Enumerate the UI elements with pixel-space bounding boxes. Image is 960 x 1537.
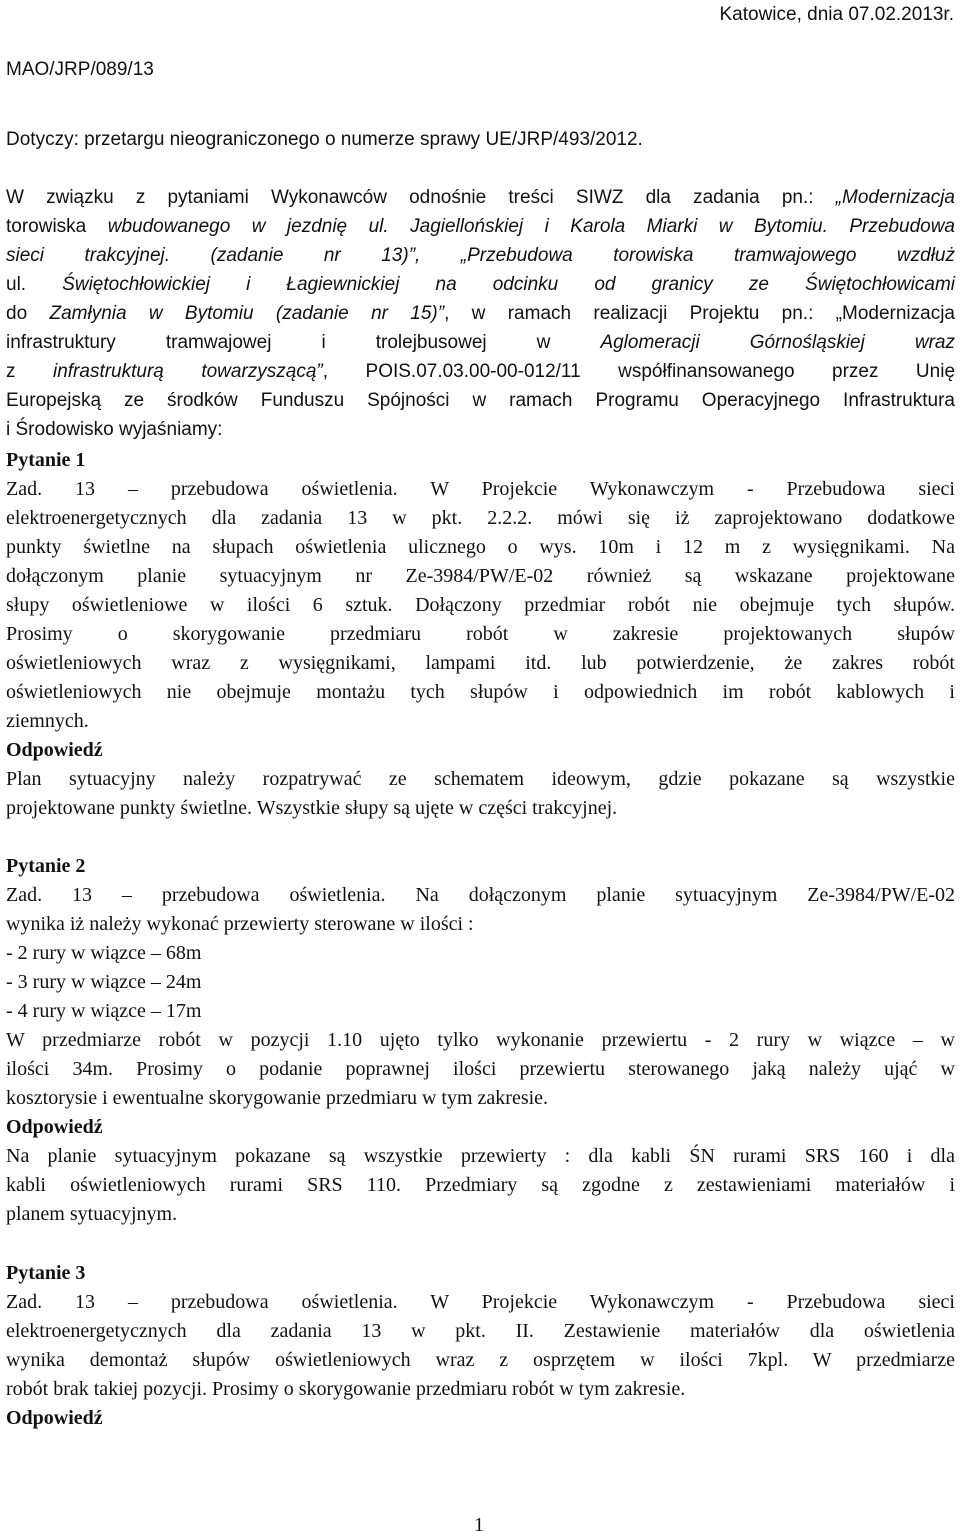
- question-heading: Pytanie 2: [6, 855, 86, 877]
- question-line: elektroenergetycznych dla zadania 13 w pkt. 2.2.2. mówi się iż zaprojektowano dodatkowe: [6, 507, 955, 529]
- answer-line: kabli oświetleniowych rurami SRS 110. Przedmiary są zgodne z zestawieniami materiałów i: [6, 1174, 955, 1196]
- intro-line: i Środowisko wyjaśniamy:: [6, 419, 223, 440]
- answer-heading: Odpowiedź: [6, 1407, 103, 1429]
- intro-line: torowiska wbudowanego w jezdnię ul. Jagiellońskiej i Karola Miarki w Bytomiu. Przebudowa: [6, 216, 955, 237]
- question-line: wynika iż należy wykonać przewierty sterowane w ilości :: [6, 913, 474, 935]
- question-line: elektroenergetycznych dla zadania 13 w pkt. II. Zestawienie materiałów dla oświetlenia: [6, 1320, 955, 1342]
- intro-line: infrastruktury tramwajowej i trolejbusowej w Aglomeracji Górnośląskiej wraz: [6, 332, 955, 353]
- question-line: kosztorysie i ewentualne skorygowanie przedmiaru w tym zakresie.: [6, 1087, 549, 1109]
- question-line: Prosimy o skorygowanie przedmiaru robót w zakresie projektowanych słupów: [6, 623, 955, 645]
- subject-line: Dotyczy: przetargu nieograniczonego o numerze sprawy UE/JRP/493/2012.: [6, 129, 643, 150]
- answer-heading: Odpowiedź: [6, 1116, 103, 1138]
- reference-number: MAO/JRP/089/13: [6, 59, 154, 80]
- intro-line: sieci trakcyjnej. (zadanie nr 13)”, „Przebudowa torowiska tramwajowego wzdłuż: [6, 245, 955, 266]
- intro-line: z infrastrukturą towarzyszącą”, POIS.07.03.00-00-012/11 współfinansowanego przez Unię: [6, 361, 956, 382]
- question-line: wynika demontaż słupów oświetleniowych wraz z osprzętem w ilości 7kpl. W przedmiarze: [6, 1349, 955, 1371]
- question-heading: Pytanie 1: [6, 449, 86, 471]
- question-line: oświetleniowych wraz z wysięgnikami, lampami itd. lub potwierdzenie, że zakres robót: [6, 652, 955, 674]
- question-line: Zad. 13 – przebudowa oświetlenia. W Projekcie Wykonawczym - Przebudowa sieci: [6, 478, 955, 500]
- intro-line: ul. Świętochłowickiej i Łagiewnickiej na odcinku od granicy ze Świętochłowicami: [6, 274, 955, 295]
- intro-line: Europejską ze środków Funduszu Spójności w ramach Programu Operacyjnego Infrastruktura: [6, 390, 955, 411]
- answer-line: Plan sytuacyjny należy rozpatrywać ze schematem ideowym, gdzie pokazane są wszystkie: [6, 768, 955, 790]
- question-line: - 3 rury w wiązce – 24m: [6, 971, 202, 993]
- question-heading: Pytanie 3: [6, 1262, 86, 1284]
- answer-line: Na planie sytuacyjnym pokazane są wszystkie przewierty : dla kabli ŚN rurami SRS 160 i dla: [6, 1145, 955, 1167]
- answer-line: projektowane punkty świetlne. Wszystkie słupy są ujęte w części trakcyjnej.: [6, 797, 618, 819]
- page-number: 1: [474, 1514, 484, 1536]
- question-line: dołączonym planie sytuacyjnym nr Ze-3984/PW/E-02 również są wskazane projektowane: [6, 565, 955, 587]
- document-date: Katowice, dnia 07.02.2013r.: [719, 4, 954, 25]
- question-line: - 2 rury w wiązce – 68m: [6, 942, 202, 964]
- question-line: ilości 34m. Prosimy o podanie poprawnej ilości przewiertu sterowanego jaką należy ująć w: [6, 1058, 955, 1080]
- question-line: robót brak takiej pozycji. Prosimy o skorygowanie przedmiaru robót w tym zakresie.: [6, 1378, 686, 1400]
- question-line: słupy oświetleniowe w ilości 6 sztuk. Dołączony przedmiar robót nie obejmuje tych słupów.: [6, 594, 955, 616]
- intro-line: do Zamłynia w Bytomiu (zadanie nr 15)”, w ramach realizacji Projektu pn.: „Modernizacja: [6, 303, 955, 324]
- question-line: W przedmiarze robót w pozycji 1.10 ujęto tylko wykonanie przewiertu - 2 rury w wiązce – w: [6, 1029, 955, 1051]
- intro-line: W związku z pytaniami Wykonawców odnośnie treści SIWZ dla zadania pn.: „Modernizacja: [6, 187, 955, 208]
- question-line: ziemnych.: [6, 710, 89, 732]
- answer-heading: Odpowiedź: [6, 739, 103, 761]
- question-line: - 4 rury w wiązce – 17m: [6, 1000, 202, 1022]
- question-line: punkty świetlne na słupach oświetlenia ulicznego o wys. 10m i 12 m z wysięgnikami. Na: [6, 536, 955, 558]
- answer-line: planem sytuacyjnym.: [6, 1203, 178, 1225]
- question-line: Zad. 13 – przebudowa oświetlenia. W Projekcie Wykonawczym - Przebudowa sieci: [6, 1291, 955, 1313]
- question-line: oświetleniowych nie obejmuje montażu tych słupów i odpowiednich im robót kablowych i: [6, 681, 955, 703]
- question-line: Zad. 13 – przebudowa oświetlenia. Na dołączonym planie sytuacyjnym Ze-3984/PW/E-02: [6, 884, 955, 906]
